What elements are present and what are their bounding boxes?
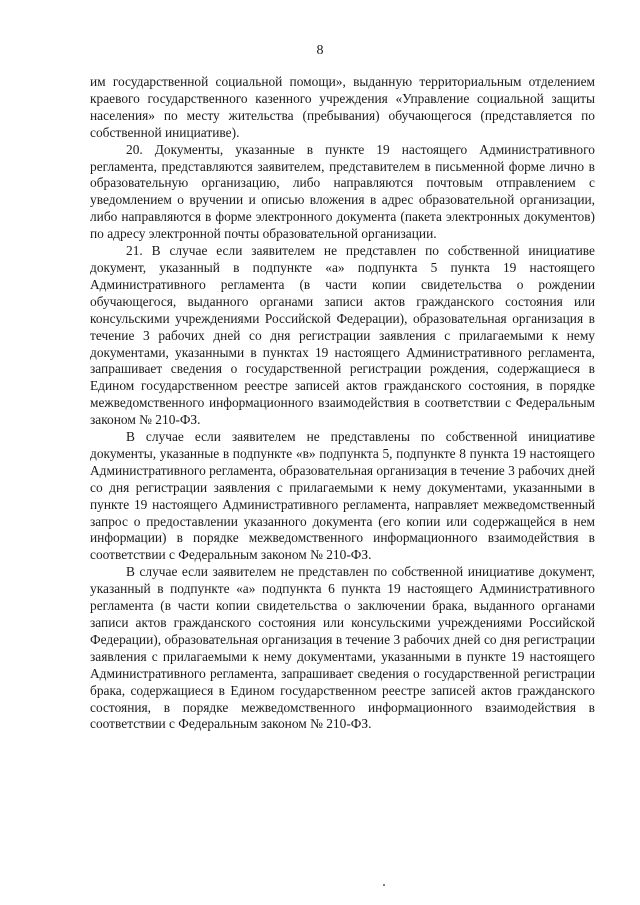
paragraph-21-second: В случае если заявителем не представлены по собственной инициативе документы, указанные в подпункте «в» подпункта 5, подпункте 8 пункта 19 настоящего Административного регламента, образовательная организация в течение 3 рабочих дней со дня регистрации заявления с прилагаемыми к нему документами, указанными в пункте 19 настоящего Административного регламента, направляет межведомственный запрос о предоставлении указанного документа (его копии или содержащейся в нем информации) в порядке межведомственного информационного взаимодействия в соответствии с Федеральным законом № 210-ФЗ.	[90, 429, 595, 563]
scan-speck	[383, 884, 385, 886]
paragraph-21-third: В случае если заявителем не представлен по собственной инициативе документ, указанный в подпункте «а» подпункта 6 пункта 19 настоящего Административного регламента (в части копии свидетельства о заключении брака, выданного органами записи актов гражданского состояния или консульскими учреждениями Российской Федерации), образовательная организация в течение 3 рабочих дней со дня регистрации заявления с прилагаемыми к нему документами, указанными в пункте 19 настоящего Административного регламента, запрашивает сведения о государственной регистрации брака, содержащиеся в Едином государственном реестре записей актов гражданского состояния, в порядке межведомственного информационного взаимодействия в соответствии с Федеральным законом № 210-ФЗ.	[90, 564, 595, 732]
paragraph-20: 20. Документы, указанные в пункте 19 настоящего Административного регламента, представляются заявителем, представителем в письменной форме лично в образовательную организацию, либо направляются почтовым отправлением с уведомлением о вручении и описью вложения в адрес образовательной организации, либо направляются в форме электронного документа (пакета электронных документов) по адресу электронной почты образовательной организации.	[90, 141, 595, 242]
paragraph-continuation: им государственной социальной помощи», выданную территориальным отделением краевого государственного казенного учреждения «Управление социальной защиты населения» по месту жительства (пребывания) обучающегося (представляется по собственной инициативе).	[90, 74, 595, 140]
paragraph-21: 21. В случае если заявителем не представлен по собственной инициативе документ, указанный в подпункте «а» подпункта 5 пункта 19 настоящего Административного регламента (в части копии свидетельства о рождении обучающегося, выданного органами записи актов гражданского состояния или консульскими учреждениями Российской Федерации), образовательная организация в течение 3 рабочих дней со дня регистрации заявления с прилагаемыми к нему документами, указанными в пунктах 19 настоящего Административного регламента, запрашивает сведения о государственной регистрации рождения, содержащиеся в Едином государственном реестре записей актов гражданского состояния, в порядке межведомственного информационного взаимодействия в соответствии с Федеральным законом № 210-ФЗ.	[90, 243, 595, 428]
page-number: 8	[316, 43, 324, 58]
document-body	[90, 74, 595, 733]
